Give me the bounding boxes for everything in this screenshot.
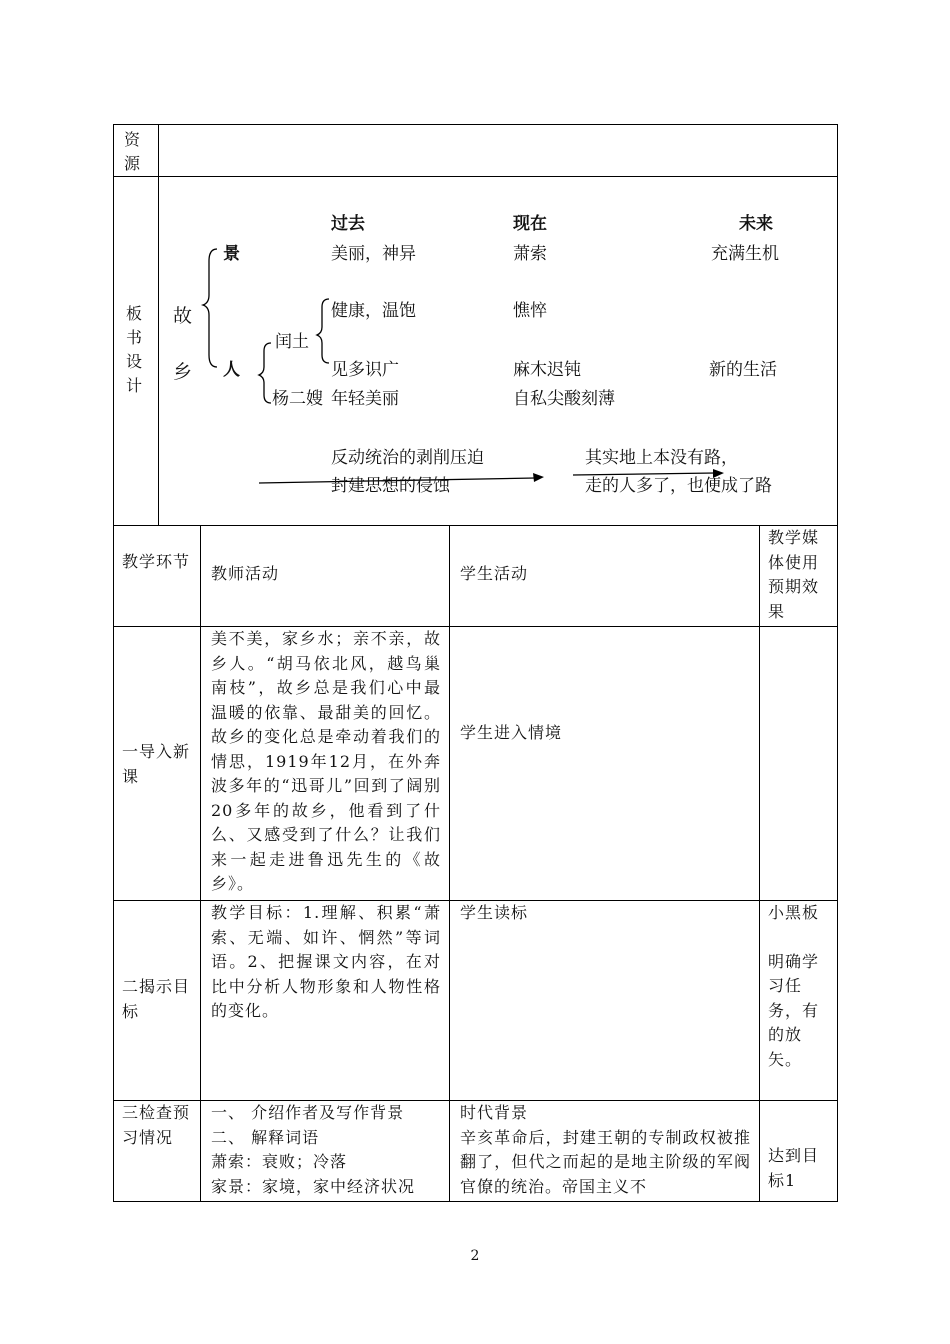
student-activity: 学生读标 [460, 903, 529, 922]
header-media-cell [760, 526, 837, 626]
resource-row [114, 125, 837, 177]
board-past-yang: 年轻美丽 [331, 389, 399, 409]
lesson-plan-table [113, 124, 838, 1202]
board-quote-2: 走的人多了，也便成了路 [585, 476, 772, 496]
board-present-jing: 萧索 [513, 244, 547, 264]
table-row [114, 901, 837, 1101]
resource-content-cell [159, 125, 837, 176]
stage-label: 三检查预习情况 [122, 1103, 191, 1147]
board-past-runtu-2: 见多识广 [331, 360, 399, 380]
board-past-runtu-1: 健康，温饱 [331, 301, 416, 321]
board-present-runtu-2: 麻木迟钝 [513, 360, 581, 380]
board-runtu: 闰土 [275, 332, 309, 352]
page-number: 2 [470, 1248, 480, 1264]
board-cause-1: 反动统治的剥削压迫 [331, 448, 484, 468]
board-label-cell [114, 177, 159, 525]
board-label: 板书设计 [125, 304, 142, 395]
stage-cell [114, 901, 201, 1100]
arrow-left-icon [533, 473, 544, 482]
header-teacher: 教师活动 [211, 564, 280, 583]
resource-label-cell [114, 125, 159, 176]
teacher-line: 一、 介绍作者及写作背景 [211, 1103, 405, 1122]
student-line: 辛亥革命后，封建王朝的专制政权被推翻了，但代之而起的是地主阶级的军阀官僚的统治。帝国主义不 [460, 1127, 751, 1196]
board-title-char-1: 故 [173, 305, 193, 327]
teacher-line: 二、 解释词语 [211, 1127, 320, 1147]
table-header-row [114, 526, 837, 627]
stage-cell [114, 627, 201, 900]
media-cell [760, 627, 837, 900]
table-row [114, 1101, 837, 1201]
board-content-cell [159, 177, 837, 525]
student-line: 时代背景 [460, 1103, 529, 1122]
table-row [114, 627, 837, 901]
board-present-runtu-1: 憔悴 [513, 301, 547, 321]
teacher-activity: 教学目标：1.理解、积累“萧索、无端、如许、惘然”等词语。2、把握课文内容，在对比中分析人物形象和人物性格的变化。 [211, 903, 441, 1020]
teacher-cell [201, 627, 450, 900]
stage-label: 一导入新课 [122, 742, 191, 786]
resource-label: 资源 [123, 130, 140, 173]
stage-cell [114, 1101, 201, 1201]
board-quote-1: 其实地上本没有路， [585, 448, 738, 468]
main-brace-icon [203, 249, 217, 367]
runtu-brace-icon [317, 299, 329, 363]
board-future-jing: 充满生机 [711, 244, 779, 264]
stage-label: 二揭示目标 [122, 977, 191, 1021]
header-stage-cell [114, 526, 201, 626]
teacher-line: 萧索：衰败；冷落 [211, 1152, 348, 1171]
board-future-ren: 新的生活 [709, 360, 777, 380]
teacher-cell [201, 901, 450, 1100]
media-cell [760, 1101, 837, 1201]
board-header-past: 过去 [331, 214, 365, 234]
board-design-row [114, 177, 837, 526]
media-effect-2: 明确学习任务，有的放矢。 [768, 951, 820, 1069]
board-header-present: 现在 [513, 214, 547, 234]
teacher-line: 家景：家境，家中经济状况 [211, 1176, 416, 1196]
student-activity: 学生进入情境 [460, 723, 563, 742]
student-cell [450, 901, 760, 1100]
ren-brace-icon [259, 343, 271, 403]
board-ren: 人 [223, 360, 240, 380]
board-jing: 景 [223, 244, 240, 264]
board-cause-2: 封建思想的侵蚀 [331, 476, 450, 496]
board-header-future: 未来 [739, 214, 773, 234]
student-cell [450, 627, 760, 900]
media-effect: 达到目标1 [768, 1146, 820, 1190]
board-past-jing: 美丽，神异 [331, 244, 416, 264]
media-cell [760, 901, 837, 1100]
teacher-activity: 美不美，家乡水；亲不亲，故乡人。“胡马依北风，越鸟巢南枝”，故乡总是我们心中最温暖的依靠、最甜美的回忆。故乡的变化总是牵动着我们的情思，1919年12月，在外奔波多年的“迅哥儿”回到了阔别20多年的故乡，他看到了什么、又感受到了什么？让我们来一起走进鲁迅先生的《故乡》。 [211, 629, 441, 893]
header-media: 教学媒体使用预期效果 [768, 528, 820, 621]
media-effect-1: 小黑板 [768, 903, 820, 922]
header-student: 学生活动 [460, 564, 529, 583]
board-present-yang: 自私尖酸刻薄 [513, 389, 615, 409]
header-stage: 教学环节 [122, 552, 191, 571]
board-yang: 杨二嫂 [272, 389, 323, 409]
header-teacher-cell [201, 526, 450, 626]
student-cell [450, 1101, 760, 1201]
header-student-cell [450, 526, 760, 626]
board-title-char-2: 乡 [173, 361, 193, 383]
teacher-cell [201, 1101, 450, 1201]
